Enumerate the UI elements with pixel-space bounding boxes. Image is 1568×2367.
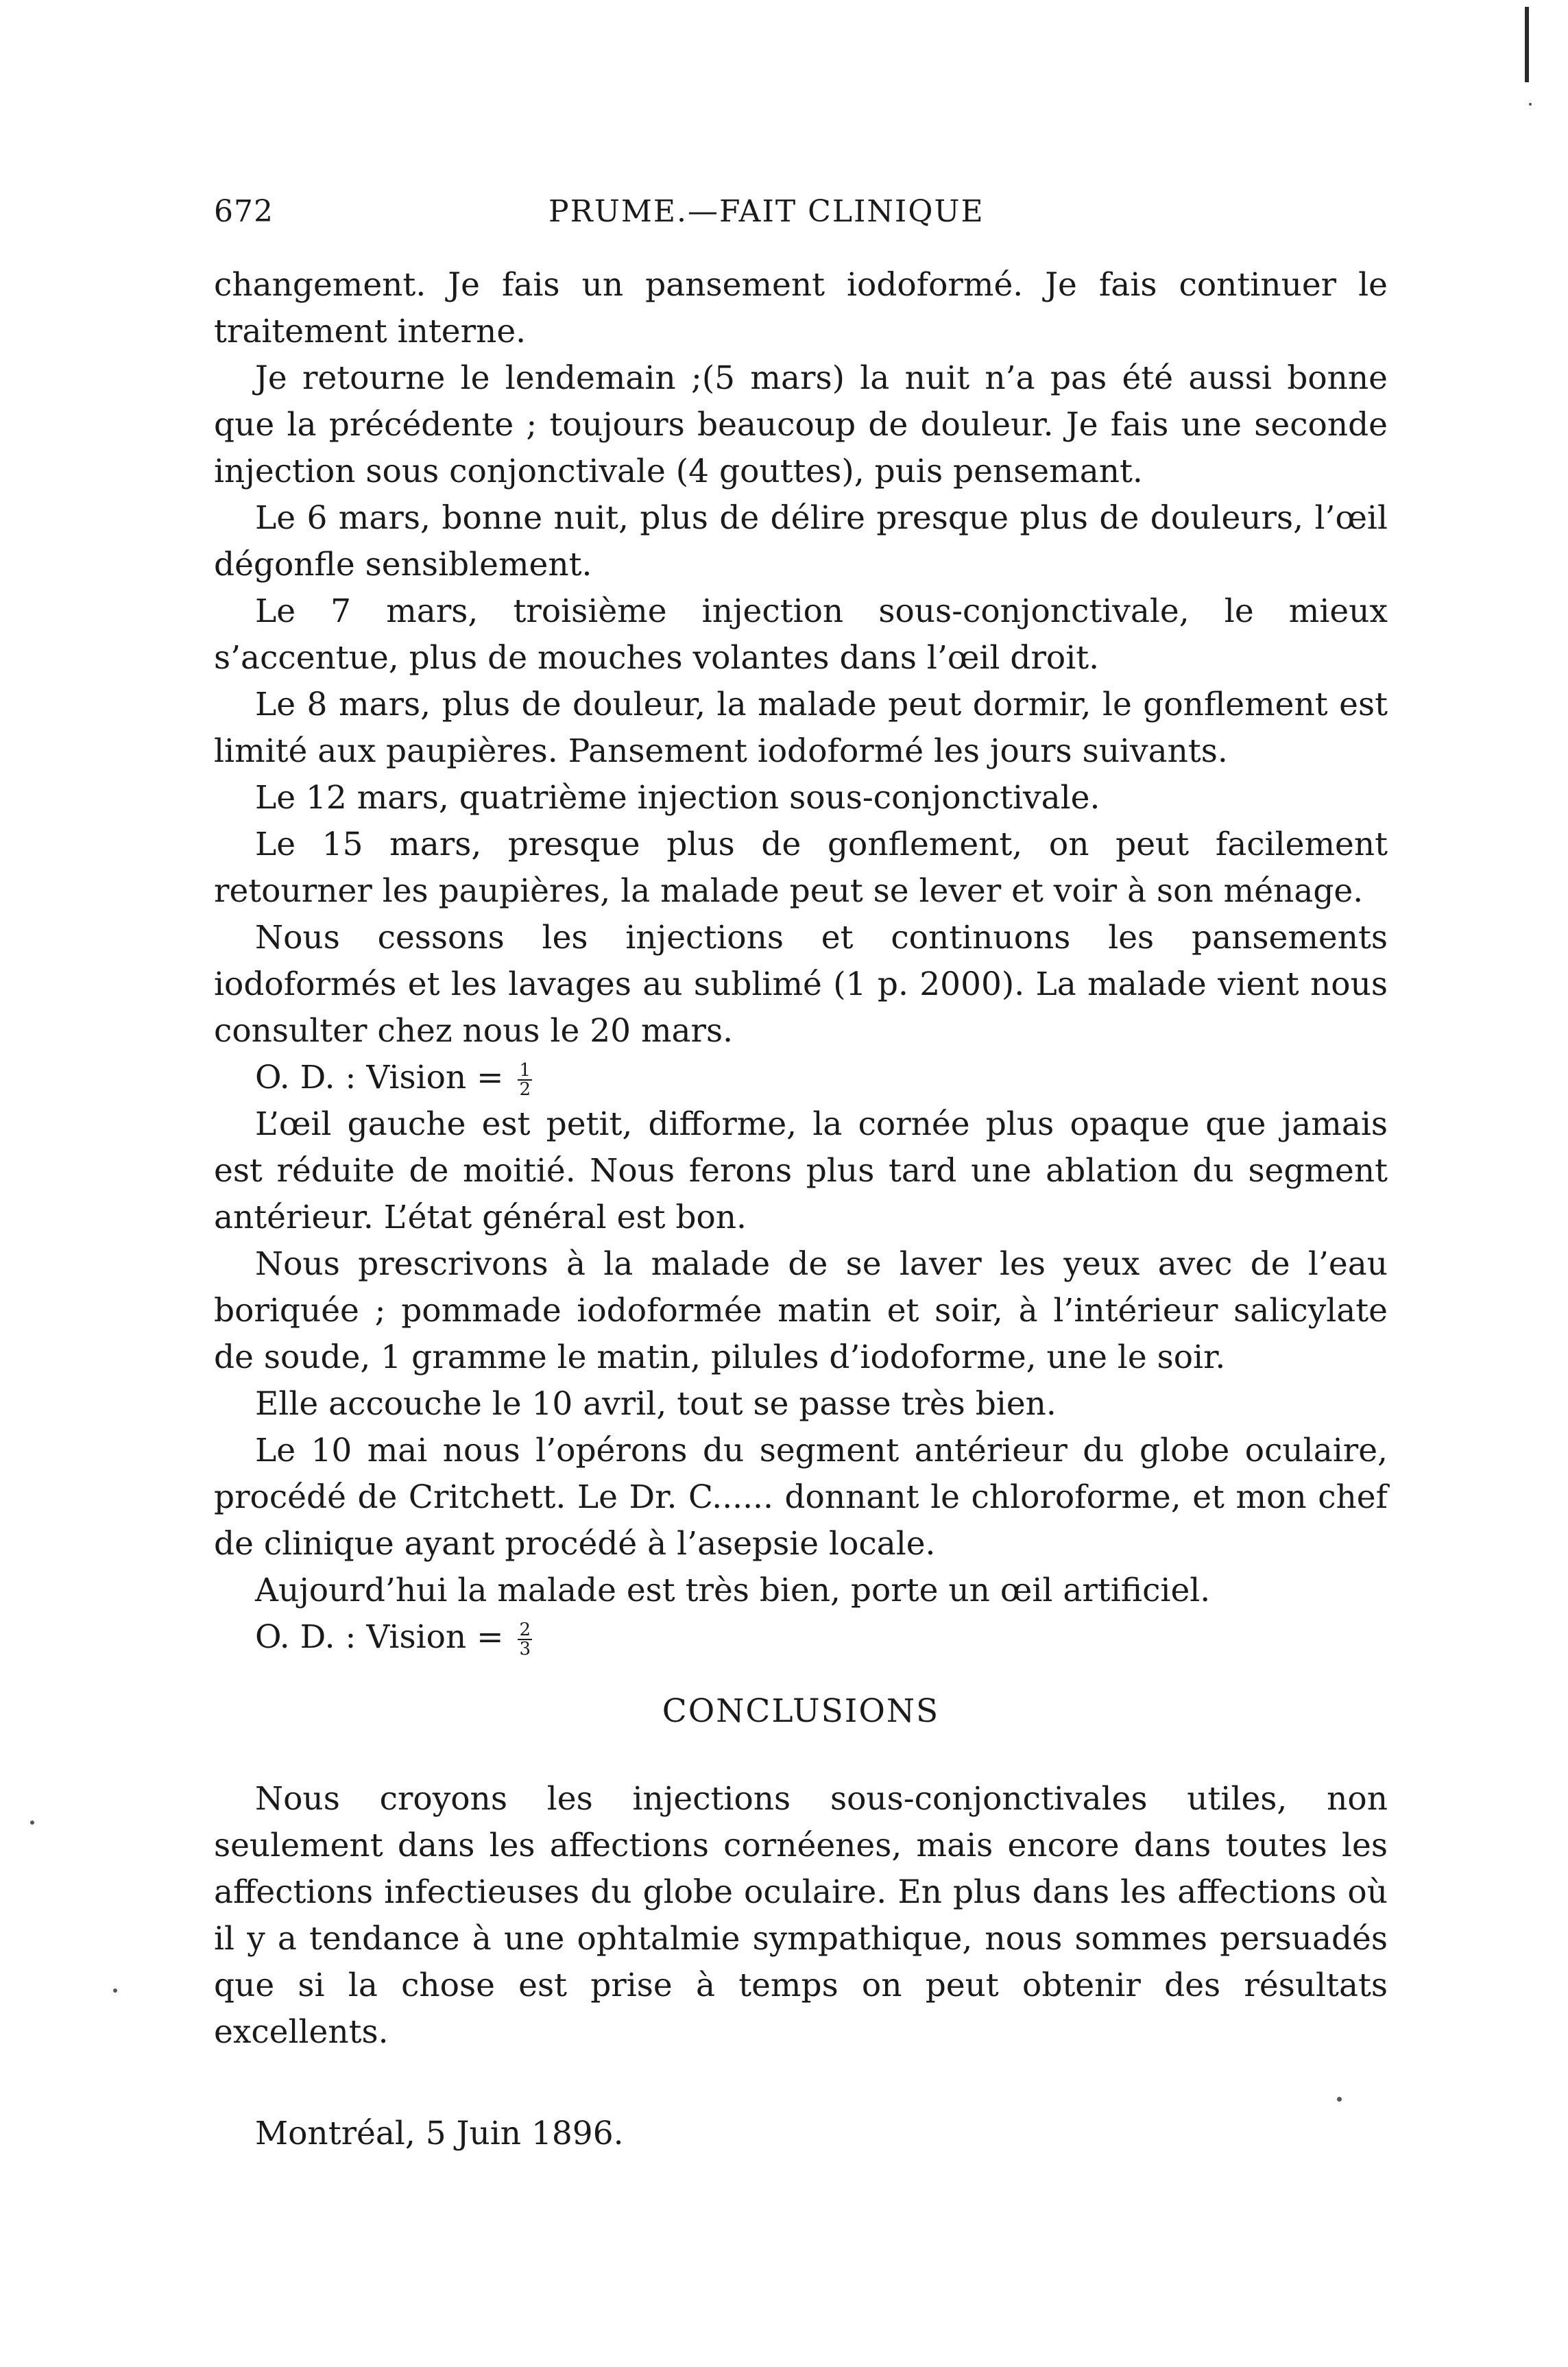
paragraph: Elle accouche le 10 avril, tout se passe très bien. [255,1385,1057,1423]
section-title: CONCLUSIONS [662,1692,940,1730]
vision-label: O. D. : Vision = [255,1059,504,1096]
paragraph: Le 10 mai nous l’opérons du segment antérieur du globe oculaire, procédé de Critchett. Le Dr. C...... donnant le chloroforme, et mon chef de clinique ayant procédé à l’asepsie locale. [214,1432,1388,1563]
vision-line [214,1055,1388,1101]
conclusions-paragraph: Nous croyons les injections sous-conjonctivales utiles, non seulement dans les affections cornéenes, mais encore dans toutes les affections infectieuses du globe oculaire. En plus dans les affections où il y a tendance à une ophtalmie sympathique, nous sommes persuadés que si la chose est prise à temps on peut obtenir des résultats excellents. [214,1780,1388,2051]
page-header [214,194,1388,235]
paragraph: Le 12 mars, quatrième injection sous-conjonctivale. [255,779,1100,817]
paragraph: Le 7 mars, troisième injection sous-conjonctivale, le mieux s’accentue, plus de mouches volantes dans l’œil droit. [214,592,1388,677]
paragraph: Nous prescrivons à la malade de se laver les yeux avec de l’eau boriquée ; pommade iodoformée matin et soir, à l’intérieur salicylate de soude, 1 gramme le matin, pilules d’iodoforme, une le soir. [214,1245,1388,1376]
vision-fraction [518,1621,532,1658]
scan-edge-mark [1525,7,1529,82]
signature-line: Montréal, 5 Juin 1896. [255,2115,624,2152]
vision-line [214,1614,1388,1661]
running-title: PRUME.—FAIT CLINIQUE [548,194,985,229]
fraction-numerator: 1 [519,1060,531,1081]
paragraph: Aujourd’hui la malade est très bien, porte un œil artificiel. [255,1572,1211,1609]
fraction-denominator: 3 [519,1639,531,1659]
paragraph: changement. Je fais un pansement iodoformé. Je fais continuer le traitement interne. [214,266,1388,350]
paragraph: Nous cessons les injections et continuons les pansements iodoformés et les lavages au sublimé (1 p. 2000). La malade vient nous consulter chez nous le 20 mars. [214,919,1388,1050]
paragraph: Je retourne le lendemain ;(5 mars) la nuit n’a pas été aussi bonne que la précédente ; toujours beaucoup de douleur. Je fais une seconde injection sous conjonctivale (4 gouttes), puis pensemant. [214,359,1388,490]
vision-fraction [518,1061,532,1098]
scan-speck [113,1988,117,1993]
paragraph: Le 8 mars, plus de douleur, la malade peut dormir, le gonflement est limité aux paupières. Pansement iodoformé les jours suivants. [214,686,1388,770]
scan-speck [1529,103,1532,106]
paragraph: L’œil gauche est petit, difforme, la cornée plus opaque que jamais est réduite de moitié. Nous ferons plus tard une ablation du segment antérieur. L’état général est bon. [214,1105,1388,1236]
page-number: 672 [214,194,274,229]
paragraph: Le 15 mars, presque plus de gonflement, on peut facilement retourner les paupières, la malade peut se lever et voir à son ménage. [214,826,1388,910]
paragraph: Le 6 mars, bonne nuit, plus de délire presque plus de douleurs, l’œil dégonfle sensiblement. [214,499,1388,584]
fraction-numerator: 2 [519,1620,531,1640]
vision-label: O. D. : Vision = [255,1618,504,1656]
fraction-denominator: 2 [519,1079,531,1100]
scan-speck [30,1821,34,1825]
body-text [214,262,1388,2189]
